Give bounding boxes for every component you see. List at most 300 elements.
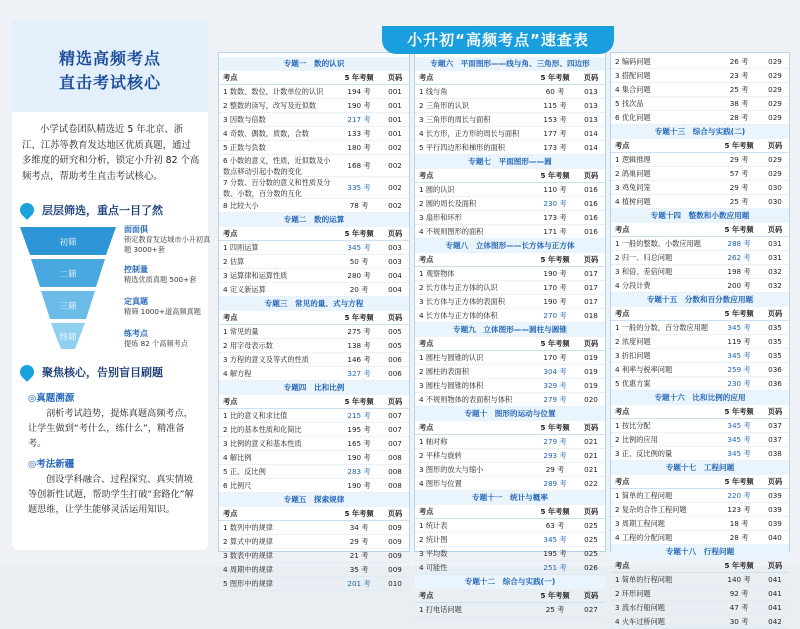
frequency: 38 考: [729, 99, 749, 108]
page-number: 页码: [583, 591, 599, 600]
topic-name: 1 简单的工程问题: [615, 491, 673, 500]
table-header: [415, 169, 605, 183]
topic-name: 3 鸡兔同笼: [615, 183, 651, 192]
topic-name: 5 正、反比例: [223, 467, 266, 476]
page-number: 016: [584, 185, 598, 194]
table-row: [219, 353, 409, 367]
page-number: 008: [388, 481, 402, 490]
topic-name: 考点: [615, 309, 630, 318]
frequency: 270 考: [543, 311, 567, 320]
frequency: 26 考: [729, 57, 749, 66]
topic-name: 2 复杂的合作工程问题: [615, 505, 687, 514]
frequency: 345 考: [543, 535, 567, 544]
frequency: 29 考: [729, 183, 749, 192]
page-number: 004: [388, 285, 402, 294]
funnel-note-text: 精选优质真题 500+套: [124, 275, 197, 284]
table-row: [219, 255, 409, 269]
table-row: [219, 437, 409, 451]
table-row: [611, 419, 789, 433]
frequency: 78 考: [349, 201, 369, 210]
topic-name: 8 比较大小: [223, 201, 259, 210]
frequency: 28 考: [729, 113, 749, 122]
frequency: 190 考: [347, 453, 371, 462]
page-number: 页码: [387, 73, 403, 82]
page-number: 页码: [767, 141, 783, 150]
banner-title: 小升初“高频考点”速查表: [382, 26, 614, 54]
topic-name: 2 算式中的规律: [223, 537, 273, 546]
table-row: [611, 349, 789, 363]
frequency: 275 考: [347, 327, 371, 336]
topic-name: 4 工程的分配问题: [615, 533, 673, 542]
table-row: [219, 479, 409, 493]
frequency: 20 考: [349, 285, 369, 294]
frequency: 283 考: [347, 467, 371, 476]
page-number: 002: [388, 183, 402, 192]
table-header: [415, 253, 605, 267]
topic-name: 3 比例的意义和基本性质: [223, 439, 302, 448]
left-panel: [12, 20, 211, 550]
table-row: [219, 563, 409, 577]
table-header: [219, 71, 409, 85]
page-number: 032: [768, 267, 782, 276]
frequency: 140 考: [727, 575, 751, 584]
topic-name: 考点: [223, 397, 238, 406]
location-pin-icon: [17, 362, 37, 382]
frequency: 25 考: [729, 85, 749, 94]
frequency: 5 年考频: [724, 477, 754, 486]
table-header: [611, 139, 789, 153]
page-number: 003: [388, 257, 402, 266]
page-number: 页码: [583, 255, 599, 264]
table-row: [415, 463, 605, 477]
page-number: 030: [768, 197, 782, 206]
page-number: 001: [388, 101, 402, 110]
frequency: 173 考: [543, 213, 567, 222]
table-row: [219, 99, 409, 113]
page-number: 031: [768, 239, 782, 248]
topic-name: 2 统计图: [419, 535, 448, 544]
funnel-note-1: [124, 225, 214, 255]
table-row: [219, 577, 409, 591]
page-number: 页码: [767, 309, 783, 318]
page-number: 020: [584, 395, 598, 404]
subsection-title-1: ◎真题溯源: [28, 393, 75, 404]
page-number: 页码: [583, 507, 599, 516]
table-row: [219, 127, 409, 141]
funnel-note-4: [124, 329, 214, 349]
frequency: 92 考: [729, 589, 749, 598]
page-number: 页码: [583, 73, 599, 82]
left-title-2: 直击考试核心: [58, 73, 161, 92]
table-row: [219, 269, 409, 283]
funnel-note-text: 精筛 1000+道高频真题: [124, 307, 201, 316]
frequency: 180 考: [347, 143, 371, 152]
page-number: 004: [388, 271, 402, 280]
topic-name: 考点: [419, 255, 434, 264]
page-number: 014: [584, 129, 598, 138]
frequency: 5 年考频: [344, 229, 374, 238]
page-number: 007: [388, 425, 402, 434]
page-number: 035: [768, 337, 782, 346]
topic-name: 2 归一、归总问题: [615, 253, 673, 262]
topic-name: 2 用字母表示数: [223, 341, 273, 350]
page-number: 019: [584, 381, 598, 390]
table-row: [415, 477, 605, 491]
table-row: [415, 225, 605, 239]
topic-name: 考点: [419, 171, 434, 180]
section-heading-2: [20, 362, 200, 384]
topic-name: 1 比的意义和求比值: [223, 411, 288, 420]
table-row: [611, 153, 789, 167]
topic-name: 2 长方体与正方体的认识: [419, 283, 498, 292]
frequency: 18 考: [729, 519, 749, 528]
page-number: 018: [584, 311, 598, 320]
funnel-stage-3: 三筛: [59, 302, 77, 312]
table-row: [415, 211, 605, 225]
topic-name: 6 小数的意义，性质，近似数及小数点移动引起小数的变化: [223, 156, 331, 176]
topic-name: 2 环形问题: [615, 589, 651, 598]
frequency: 217 考: [347, 115, 371, 124]
topic-name: 3 图形的放大与缩小: [419, 465, 484, 474]
page-number: 021: [584, 437, 598, 446]
table-row: [415, 281, 605, 295]
table-row: [219, 423, 409, 437]
frequency: 123 考: [727, 505, 751, 514]
page-number: 017: [584, 297, 598, 306]
frequency: 146 考: [347, 355, 371, 364]
page-number: 036: [768, 365, 782, 374]
table-row: [219, 283, 409, 297]
table-row: [415, 533, 605, 547]
topic-name: 3 因数与倍数: [223, 115, 266, 124]
page-number: 042: [768, 617, 782, 626]
topic-name: 2 编码问题: [615, 57, 651, 66]
section-title: 层层筛选，重点一目了然: [42, 204, 163, 217]
frequency: 190 考: [347, 481, 371, 490]
frequency: 190 考: [543, 297, 567, 306]
frequency: 329 考: [543, 381, 567, 390]
topic-name: 1 观察物体: [419, 269, 455, 278]
frequency: 5 年考频: [540, 591, 570, 600]
page-number: 019: [584, 353, 598, 362]
topic-table: [415, 57, 605, 617]
table-header: [611, 223, 789, 237]
page-number: 页码: [767, 477, 783, 486]
page-number: 035: [768, 351, 782, 360]
table-row: [415, 309, 605, 323]
topic-name: 考点: [615, 407, 630, 416]
topic-name: 3 三角形的周长与面积: [419, 115, 491, 124]
topic-name: 4 分段计费: [615, 281, 651, 290]
page-number: 003: [388, 243, 402, 252]
table-row: [415, 85, 605, 99]
topic-table: [611, 55, 789, 629]
topic-name: 1 四则运算: [223, 243, 259, 252]
table-header: [219, 311, 409, 325]
frequency: 171 考: [543, 227, 567, 236]
frequency: 5 年考频: [724, 309, 754, 318]
frequency: 345 考: [727, 435, 751, 444]
topic-name: 4 奇数、偶数，质数，合数: [223, 129, 309, 138]
page-number: 029: [768, 155, 782, 164]
page-number: 009: [388, 551, 402, 560]
page-number: 007: [388, 411, 402, 420]
page-number: 001: [388, 115, 402, 124]
table-header: [611, 307, 789, 321]
table-row: [219, 549, 409, 563]
frequency: 30 考: [729, 617, 749, 626]
topic-name: 4 周期中的规律: [223, 565, 273, 574]
table-row: [611, 69, 789, 83]
frequency: 35 考: [349, 565, 369, 574]
page-number: 001: [388, 87, 402, 96]
topic-name: 2 比的基本性质和化简比: [223, 425, 302, 434]
page-number: 009: [388, 523, 402, 532]
table-row: [415, 393, 605, 407]
page-number: 029: [768, 71, 782, 80]
frequency: 190 考: [543, 269, 567, 278]
topic-heading: 专题十五 分数和百分数应用题: [611, 293, 789, 307]
frequency: 47 考: [729, 603, 749, 612]
page-number: 037: [768, 435, 782, 444]
table-row: [219, 339, 409, 353]
section-title: 聚焦核心，告别盲目刷题: [42, 366, 163, 379]
page-number: 026: [584, 563, 598, 572]
frequency: 29 考: [349, 537, 369, 546]
topic-name: 4 可能性: [419, 563, 448, 572]
table-column-3: [610, 52, 790, 626]
frequency: 293 考: [543, 451, 567, 460]
frequency: 288 考: [727, 239, 751, 248]
frequency: 5 年考频: [344, 73, 374, 82]
page-number: 001: [388, 129, 402, 138]
page-number: 页码: [583, 339, 599, 348]
table-row: [219, 451, 409, 465]
topic-name: 4 不规则图形的面积: [419, 227, 484, 236]
frequency: 5 年考频: [540, 255, 570, 264]
page-number: 041: [768, 575, 782, 584]
page-number: 035: [768, 323, 782, 332]
table-row: [611, 517, 789, 531]
frequency: 345 考: [727, 421, 751, 430]
frequency: 57 考: [729, 169, 749, 178]
table-row: [415, 561, 605, 575]
frequency: 168 考: [347, 161, 371, 170]
topic-name: 考点: [615, 225, 630, 234]
page-number: 页码: [387, 229, 403, 238]
page-number: 039: [768, 491, 782, 500]
frequency: 345 考: [727, 351, 751, 360]
topic-name: 4 解方程: [223, 369, 252, 378]
topic-name: 1 打电话问题: [419, 605, 462, 614]
topic-name: 考点: [419, 423, 434, 432]
table-row: [415, 603, 605, 617]
topic-name: 3 数表中的规律: [223, 551, 273, 560]
frequency: 25 考: [729, 197, 749, 206]
frequency: 280 考: [347, 271, 371, 280]
page-number: 页码: [387, 509, 403, 518]
frequency: 50 考: [349, 257, 369, 266]
table-header: [611, 405, 789, 419]
topic-name: 考点: [615, 477, 630, 486]
page-number: 009: [388, 537, 402, 546]
funnel-note-2: [124, 265, 214, 285]
page-number: 002: [388, 201, 402, 210]
table-row: [611, 447, 789, 461]
frequency: 165 考: [347, 439, 371, 448]
topic-heading: 专题五 探索规律: [219, 493, 409, 507]
table-row: [611, 181, 789, 195]
topic-name: 1 常见的量: [223, 327, 259, 336]
frequency: 177 考: [543, 129, 567, 138]
table-header: [415, 337, 605, 351]
table-row: [611, 615, 789, 629]
page-number: 013: [584, 115, 598, 124]
topic-heading: 专题十三 综合与实践(二): [611, 125, 789, 139]
frequency: 262 考: [727, 253, 751, 262]
page-number: 006: [388, 355, 402, 364]
table-header: [415, 589, 605, 603]
frequency: 115 考: [543, 101, 567, 110]
frequency: 170 考: [543, 353, 567, 362]
frequency: 5 年考频: [540, 423, 570, 432]
funnel-note-3: [124, 297, 214, 317]
frequency: 198 考: [727, 267, 751, 276]
frequency: 173 考: [543, 143, 567, 152]
table-row: [415, 141, 605, 155]
topic-name: 1 数列中的规律: [223, 523, 273, 532]
table-row: [415, 365, 605, 379]
table-row: [219, 177, 409, 199]
table-header: [415, 505, 605, 519]
funnel-note-text: 提炼 82 个高频考点: [124, 339, 189, 348]
table-row: [219, 241, 409, 255]
funnel-stage-4: 终筛: [59, 333, 77, 343]
topic-name: 1 简单的行程问题: [615, 575, 673, 584]
page-number: 002: [388, 143, 402, 152]
page-number: 005: [388, 341, 402, 350]
table-row: [415, 449, 605, 463]
frequency: 63 考: [545, 521, 565, 530]
topic-name: 3 和倍、差倍问题: [615, 267, 673, 276]
frequency: 110 考: [543, 185, 567, 194]
frequency: 215 考: [347, 411, 371, 420]
frequency: 230 考: [543, 199, 567, 208]
topic-name: 4 集合问题: [615, 85, 651, 94]
table-row: [611, 601, 789, 615]
table-row: [611, 111, 789, 125]
topic-name: 3 圆柱与圆锥的体积: [419, 381, 484, 390]
topic-name: 4 定义新运算: [223, 285, 266, 294]
frequency: 195 考: [543, 549, 567, 558]
frequency: 220 考: [727, 491, 751, 500]
topic-name: 考点: [223, 509, 238, 518]
topic-name: 3 方程的意义及等式的性质: [223, 355, 309, 364]
page-number: 013: [584, 87, 598, 96]
topic-name: 5 找次品: [615, 99, 644, 108]
table-row: [415, 295, 605, 309]
page-number: 025: [584, 535, 598, 544]
topic-name: 考点: [223, 73, 238, 82]
topic-name: 2 三角形的认识: [419, 101, 469, 110]
topic-name: 4 利率与税率问题: [615, 365, 673, 374]
page-number: 页码: [583, 171, 599, 180]
frequency: 201 考: [347, 579, 371, 588]
frequency: 304 考: [543, 367, 567, 376]
page-number: 030: [768, 183, 782, 192]
frequency: 29 考: [729, 155, 749, 164]
page-number: 039: [768, 519, 782, 528]
topic-name: 2 浓度问题: [615, 337, 651, 346]
table-row: [611, 251, 789, 265]
funnel-diagram: [20, 225, 210, 355]
topic-name: 3 正、反比例的量: [615, 449, 673, 458]
frequency: 21 考: [349, 551, 369, 560]
topic-name: 7 分数、百分数的意义和性质及分数、小数，百分数的互化: [223, 178, 331, 198]
page-number: 016: [584, 199, 598, 208]
frequency: 5 年考频: [540, 171, 570, 180]
topic-name: 3 运算律和运算性质: [223, 271, 288, 280]
table-row: [415, 519, 605, 533]
page-number: 页码: [583, 423, 599, 432]
topic-name: 考点: [615, 561, 630, 570]
topic-heading: 专题八 立体图形——长方体与正方体: [415, 239, 605, 253]
table-row: [611, 587, 789, 601]
topic-name: 1 数数、数位，计数单位的认识: [223, 87, 324, 96]
page-number: 040: [768, 533, 782, 542]
topic-heading: 专题一 数的认识: [219, 57, 409, 71]
topic-name: 1 圆柱与圆锥的认识: [419, 353, 484, 362]
topic-name: 考点: [223, 229, 238, 238]
table-row: [611, 335, 789, 349]
topic-name: 1 一般的整数、小数应用题: [615, 239, 701, 248]
table-header: [415, 71, 605, 85]
page-number: 031: [768, 253, 782, 262]
page-number: 027: [584, 605, 598, 614]
frequency: 335 考: [347, 183, 371, 192]
table-row: [219, 141, 409, 155]
table-row: [415, 197, 605, 211]
page-number: 002: [388, 161, 402, 170]
topic-name: 考点: [419, 591, 434, 600]
frequency: 29 考: [545, 465, 565, 474]
topic-heading: 专题四 比和比例: [219, 381, 409, 395]
page-number: 页码: [767, 561, 783, 570]
frequency: 28 考: [729, 533, 749, 542]
frequency: 5 年考频: [540, 339, 570, 348]
frequency: 279 考: [543, 395, 567, 404]
topic-heading: 专题九 立体图形——圆柱与圆锥: [415, 323, 605, 337]
table-row: [415, 267, 605, 281]
topic-name: 4 解比例: [223, 453, 252, 462]
table-header: [611, 559, 789, 573]
table-header: [219, 227, 409, 241]
table-row: [219, 367, 409, 381]
section-heading-1: [20, 200, 200, 222]
frequency: 133 考: [347, 129, 371, 138]
topic-name: 考点: [419, 507, 434, 516]
table-row: [219, 325, 409, 339]
topic-table: [219, 57, 409, 591]
table-row: [219, 155, 409, 177]
page-number: 032: [768, 281, 782, 290]
table-header: [219, 395, 409, 409]
page-number: 009: [388, 565, 402, 574]
page-number: 016: [584, 227, 598, 236]
frequency: 345 考: [347, 243, 371, 252]
frequency: 200 考: [727, 281, 751, 290]
table-row: [219, 85, 409, 99]
